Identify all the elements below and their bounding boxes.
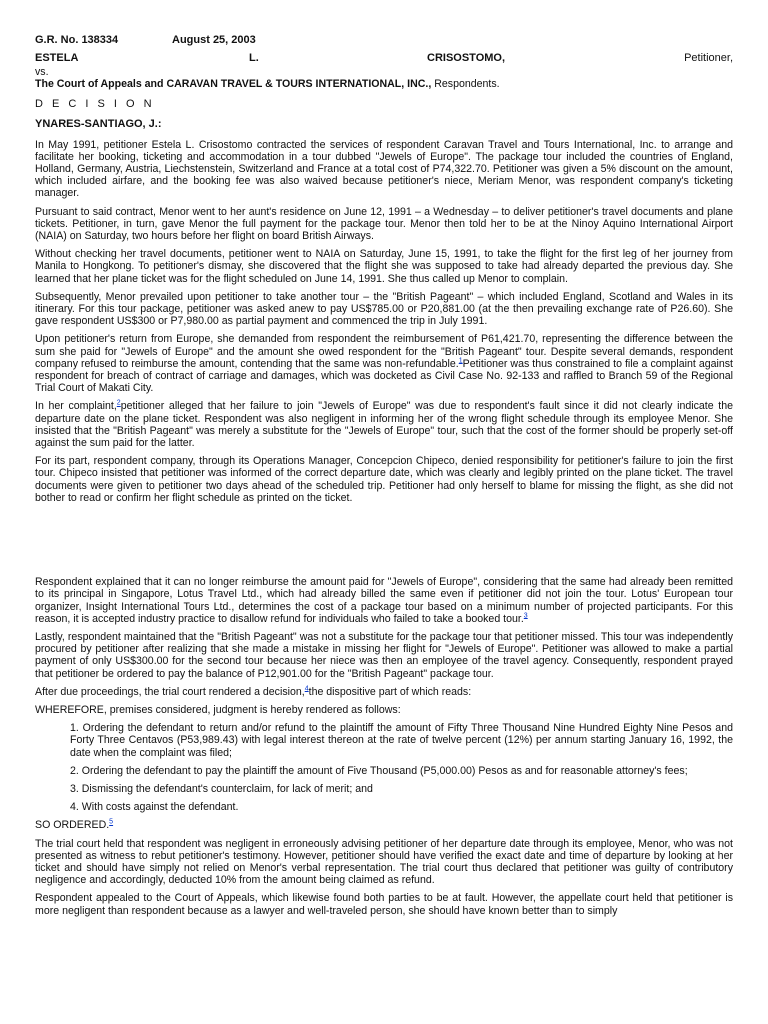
- respondents-names: The Court of Appeals and CARAVAN TRAVEL & TOURS INTERNATIONAL, INC.,: [35, 78, 432, 90]
- petitioner-first-name: ESTELA: [35, 52, 79, 64]
- respondents-role: Respondents.: [431, 78, 500, 90]
- dispositive-item: 2. Ordering the defendant to pay the plaintiff the amount of Five Thousand (P5,000.00) Pesos as and for reasonable attorney's fees;: [70, 764, 688, 777]
- decision-document: [35, 34, 733, 923]
- paragraph: Subsequently, Menor prevailed upon petitioner to take another tour – the "British Pageant" – which included England, Scotland and Wales in its itinerary. For this tour package, petitioner was asked anew to pay US$785.00 or P20,881.00 (at the then prevailing exchange rate of P26.60). She gave respondent US$300 or P7,980.00 as partial payment and commenced the trip in July 1991.: [35, 290, 733, 328]
- petitioner-last-name: CRISOSTOMO,: [427, 52, 506, 64]
- paragraph: Without checking her travel documents, petitioner went to NAIA on Saturday, June 15, 1991, to take the flight for the first leg of her journey from Manila to Hongkong. To petitioner's dismay, she discovered that the flight she was supposed to take had already departed the previous day. She learned that her plane ticket was for the flight scheduled on June 14, 1991. She thus called up Menor to complain.: [35, 248, 733, 285]
- ponente: YNARES-SANTIAGO, J.:: [35, 118, 162, 131]
- page-gap: [35, 510, 733, 576]
- petitioner-middle-initial: L.: [249, 52, 259, 64]
- dispositive-item: 3. Dismissing the defendant's counterclaim, for lack of merit; and: [70, 782, 373, 795]
- respondents-line: [35, 78, 733, 90]
- so-ordered: SO ORDERED.$^5$: [35, 818, 114, 832]
- footnote-link[interactable]: 5: [109, 818, 114, 826]
- footnote-link[interactable]: 2: [116, 399, 121, 407]
- decision-label: D E C I S I O N: [35, 98, 155, 111]
- footnote-link[interactable]: 3: [523, 612, 528, 620]
- case-header-row: [35, 34, 733, 48]
- paragraph: In May 1991, petitioner Estela L. Crisostomo contracted the services of respondent Caravan Travel and Tours International, Inc. to arrange and facilitate her booking, ticketing and accommodation in a tour dubbed "Jewels of Europe". The package tour included the countries of England, Holland, Germany, Austria, Liechstenstein, Switzerland and France at a total cost of P74,322.70. Petitioner was given a 5% discount on the amount, which included airfare, and the booking fee was also waived because petitioner's niece, Meriam Menor, was respondent company's ticketing manager.: [35, 138, 733, 200]
- versus: vs.: [35, 66, 49, 78]
- paragraph: Respondent explained that it can no longer reimburse the amount paid for "Jewels of Europe", considering that the same had already been remitted to its principal in Singapore, Lotus Travel Ltd., which had already billed the same even if petitioner did not join the tour. Lotus' European tour organizer, Insight International Tours Ltd., determines the cost of a package tour based on a minimum number of projected participants. For this reason, it is accepted industry practice to disallow refund for individuals who failed to take a booked tour.$^3$: [35, 576, 733, 625]
- decision-body: [35, 139, 733, 917]
- decision-date: August 25, 2003: [172, 34, 256, 46]
- dispositive-item: 4. With costs against the defendant.: [70, 801, 239, 814]
- footnote-link[interactable]: 4: [304, 685, 309, 693]
- gr-number: G.R. No. 138334: [35, 34, 119, 46]
- paragraph: In her complaint,$^2$petitioner alleged that her failure to join "Jewels of Europe" was due to respondent's fault since it did not clearly indicate the departure date on the plane ticket. Respondent was also negligent in informing her of the wrong flight schedule through its employee Menor. She insisted that the "British Pageant" was merely a substitute for the "Jewels of Europe" tour, such that the cost of the former should be properly set-off against the sum paid for the latter.: [35, 399, 733, 450]
- footnote-link[interactable]: 1: [458, 357, 463, 365]
- petitioner-row: [35, 52, 733, 66]
- paragraph: Pursuant to said contract, Menor went to her aunt's residence on June 12, 1991 – a Wednesday – to deliver petitioner's travel documents and plane tickets. Petitioner, in turn, gave Menor the full payment for the package tour. Menor then told her to be at the Ninoy Aquino International Airport (NAIA) on Saturday, two hours before her flight on board British Airways.: [35, 205, 733, 243]
- paragraph: For its part, respondent company, through its Operations Manager, Concepcion Chipeco, denied responsibility for petitioner's failure to join the first tour. Chipeco insisted that petitioner was informed of the correct departure date, which was clearly and legibly printed on the plane ticket. The travel documents were given to petitioner two days ahead of the scheduled trip. Petitioner had only herself to blame for missing the flight, as she did not bother to read or confirm her flight schedule as printed on the ticket.: [35, 455, 733, 504]
- dispositive-intro: WHEREFORE, premises considered, judgment is hereby rendered as follows:: [35, 703, 401, 716]
- paragraph: The trial court held that respondent was negligent in erroneously advising petitioner of her departure date through its employee, Menor, who was not presented as witness to rebut petitioner's testimony. However, petitioner should have verified the exact date and time of departure by looking at her ticket and should have simply not relied on Menor's verbal representation. The trial court thus declared that petitioner was guilty of contributory negligence and accordingly, deducted 10% from the amount being claimed as refund.: [35, 837, 733, 887]
- dispositive-item: 1. Ordering the defendant to return and/or refund to the plaintiff the amount of Fifty Three Thousand Nine Hundred Eighty Nine Pesos and Forty Three Centavos (P53,989.43) with legal interest thereon at the rate of twelve percent (12%) per annum starting January 16, 1992, the date when the complaint was filed;: [70, 722, 733, 759]
- petitioner-role: Petitioner,: [684, 52, 733, 64]
- paragraph: After due proceedings, the trial court rendered a decision,$^4$the dispositive part of which reads:: [35, 685, 472, 698]
- paragraph: Lastly, respondent maintained that the "British Pageant" was not a substitute for the package tour that petitioner missed. This tour was independently procured by petitioner after realizing that she made a mistake in missing her flight for "Jewels of Europe". Petitioner was allowed to make a partial payment of only US$300.00 for the second tour because her niece was then an employee of the travel agency. Consequently, respondent prayed that petitioner be ordered to pay the balance of P12,901.00 for the "British Pageant" package tour.: [35, 630, 733, 680]
- paragraph: Upon petitioner's return from Europe, she demanded from respondent the reimbursement of P61,421.70, representing the difference between the sum she paid for "Jewels of Europe" and the amount she owed respondent for the "British Pageant" tour. Despite several demands, respondent company refused to reimburse the amount, contending that the same was non-refundable.$^1$Petitioner was thus constrained to file a complaint against respondent for breach of contract of carriage and damages, which was docketed as Civil Case No. 92-133 and raffled to Branch 59 of the Regional Trial Court of Makati City.: [35, 333, 733, 395]
- paragraph: Respondent appealed to the Court of Appeals, which likewise found both parties to be at fault. However, the appellate court held that petitioner is more negligent than respondent because as a lawyer and well-traveled person, she should have known better than to simply: [35, 892, 733, 917]
